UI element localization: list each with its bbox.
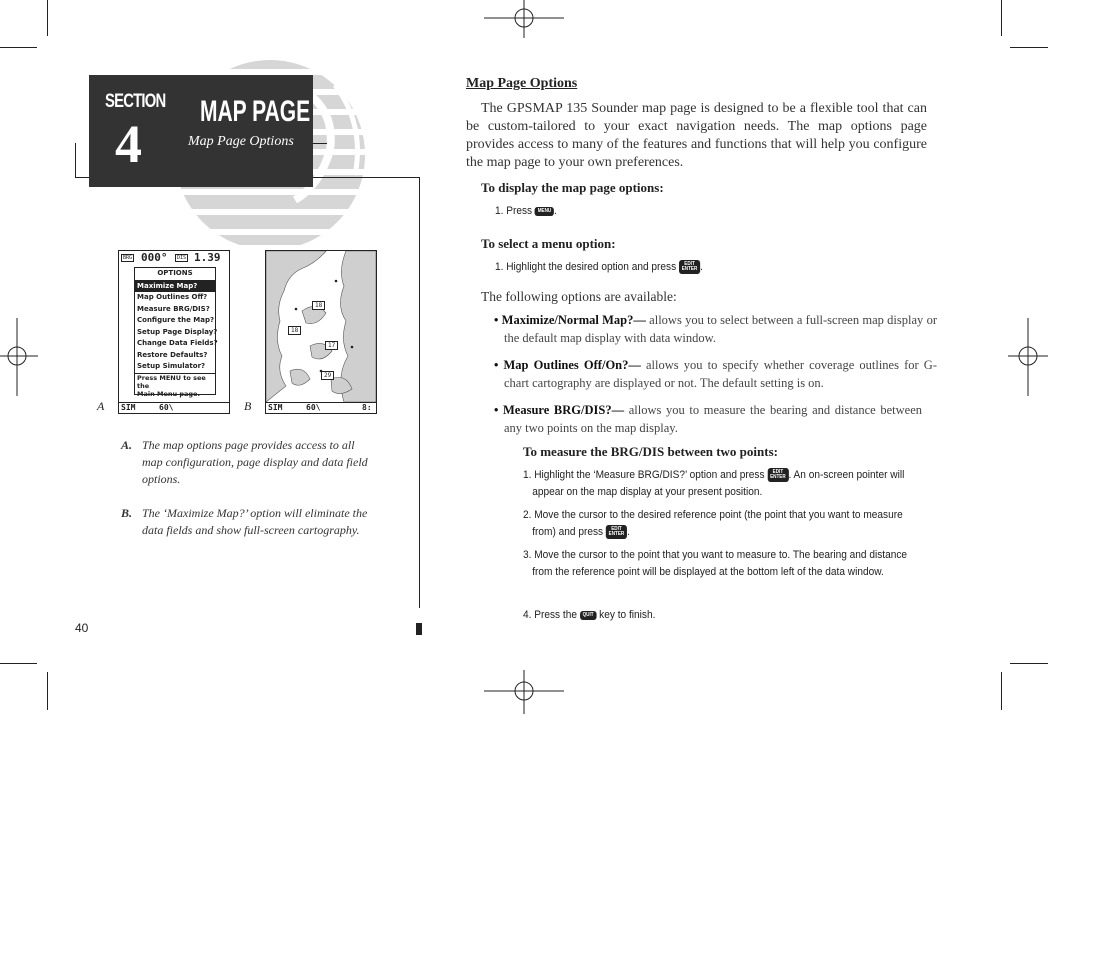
- crop-mark: [47, 0, 48, 36]
- measure-step-4-text: 4. Press the: [523, 609, 578, 621]
- intro-paragraph: [466, 100, 927, 172]
- display-step: 1. Press MENU .: [495, 205, 557, 217]
- dis-value: 1.39: [194, 251, 221, 264]
- menu-footer-line1: Press MENU to see the: [137, 373, 206, 390]
- status-sim: SIM: [121, 403, 136, 412]
- measure-step-2-text: 2. Move the cursor to the desired reference point (the point that you want to measure from) and press: [523, 509, 903, 538]
- edit-enter-key-icon: EDIT ENTER: [767, 468, 788, 482]
- edit-enter-key-icon: EDIT ENTER: [606, 525, 627, 539]
- measure-step-4: [523, 607, 655, 624]
- brg-label: BRG: [123, 255, 133, 261]
- figure-label-b: B: [244, 399, 252, 413]
- screen-b-statusbar: [266, 402, 376, 414]
- bullet-map-outlines: [494, 356, 937, 392]
- bullet-maximize-map: [494, 311, 937, 347]
- page-number: 40: [75, 621, 89, 635]
- section-word: SECTION: [105, 91, 166, 112]
- figure-label-a: A: [97, 399, 105, 413]
- menu-item-setup-page-display[interactable]: Setup Page Display?: [137, 327, 218, 336]
- registration-mark-icon: [484, 0, 564, 40]
- bullet-measure-title: • Measure BRG/DIS?—: [494, 403, 625, 417]
- bullet-maximize-title: • Maximize/Normal Map?—: [494, 313, 646, 327]
- page-subtitle: Map Page Options: [188, 134, 294, 149]
- select-heading: To select a menu option:: [481, 236, 616, 251]
- map-marker: 18: [288, 326, 301, 335]
- caption-a-text: The map options page provides access to all map configuration, page display and data field options.: [142, 438, 368, 486]
- caption-b: [121, 505, 374, 539]
- caption-b-label: B.: [121, 506, 133, 520]
- measure-step-2: 2. Move the cursor to the desired reference point (the point that you want to measure from) and press EDIT ENTER .: [523, 509, 903, 538]
- crop-mark: [1001, 0, 1002, 36]
- registration-mark-icon: [0, 318, 40, 398]
- menu-item-measure-brg-dis[interactable]: Measure BRG/DIS?: [137, 304, 210, 313]
- measure-step-3: [523, 547, 914, 581]
- menu-item-setup-simulator[interactable]: Setup Simulator?: [137, 362, 206, 370]
- screen-b: [265, 250, 377, 414]
- menu-item-restore-defaults[interactable]: Restore Defaults?: [137, 350, 208, 359]
- crop-mark: [1001, 672, 1002, 710]
- registration-mark-icon: [1008, 318, 1048, 398]
- select-step-text: 1. Highlight the desired option and press: [495, 261, 677, 273]
- menu-item-change-data-fields[interactable]: Change Data Fields?: [137, 339, 218, 347]
- menu-item-map-outlines[interactable]: Map Outlines Off?: [137, 293, 208, 301]
- measure-step-1: [523, 467, 914, 501]
- crop-mark: [0, 47, 37, 48]
- measure-heading: To measure the BRG/DIS between two points:: [523, 444, 778, 459]
- edit-enter-key-icon: EDIT ENTER: [679, 260, 700, 274]
- measure-step-1-text: 1. Highlight the ‘Measure BRG/DIS?’ option and press: [523, 469, 765, 481]
- available-text: The following options are available:: [481, 289, 677, 304]
- bullet-maximize-text: allows you to select between a full-screen map display or the default map display with data window.: [504, 313, 937, 345]
- options-menu-title: OPTIONS: [135, 268, 215, 281]
- crop-mark: [47, 672, 48, 710]
- frame-line: [419, 177, 420, 608]
- screen-a-statusbar: [119, 402, 229, 414]
- menu-footer-line2: Main Menu page.: [137, 389, 200, 398]
- status-sim: SIM: [268, 403, 283, 412]
- menu-item-maximize-map[interactable]: Maximize Map?: [135, 281, 215, 293]
- section-header: [89, 75, 313, 187]
- bullet-measure-text: allows you to measure the bearing and distance between any two points on the map display.: [504, 403, 922, 435]
- screen-a: [118, 250, 230, 414]
- registration-mark-icon: [484, 670, 564, 714]
- select-step: 1. Highlight the desired option and press EDIT ENTER .: [495, 261, 703, 273]
- status-zoom: 60\: [159, 403, 174, 412]
- menu-key-icon: MENU: [535, 207, 554, 216]
- content-heading: [466, 74, 577, 92]
- frame-tab: [416, 623, 422, 635]
- crop-mark: [1010, 663, 1048, 664]
- status-time: 8:: [362, 403, 372, 412]
- menu-item-configure-map[interactable]: Configure the Map?: [137, 316, 215, 324]
- crop-mark: [1010, 47, 1048, 48]
- page-title: MAP PAGE: [200, 95, 311, 128]
- bullet-measure-brg-dis: [494, 401, 922, 437]
- bullet-outlines-text: allows you to specify whether coverage outlines for G-chart cartography are displayed or not. The default setting is on.: [504, 358, 937, 390]
- brg-value: 000°: [141, 251, 168, 264]
- map-marker: 29: [321, 371, 334, 380]
- section-heading: Map Page Options: [466, 76, 578, 91]
- menu-footer: [135, 373, 215, 398]
- measure-step-1-text-end: . An on-screen pointer will appear on the map display at your present position.: [532, 469, 905, 498]
- options-menu: [134, 267, 218, 398]
- caption-a: [121, 437, 374, 488]
- frame-line: [313, 143, 327, 144]
- caption-b-text: The ‘Maximize Map?’ option will eliminate the data fields and show full-screen cartography.: [142, 506, 368, 537]
- bullet-outlines-title: • Map Outlines Off/On?—: [494, 358, 641, 372]
- crop-mark: [0, 663, 37, 664]
- quit-key-icon: QUIT: [580, 611, 597, 620]
- section-number: 4: [115, 114, 142, 174]
- status-zoom: 60\: [306, 403, 321, 412]
- intro-text: The GPSMAP 135 Sounder map page is designed to be a flexible tool that can be custom-tailored to your exact navigation needs. The map options page provides access to many of the features and functions that will help you configure the map page to your own preferences.: [466, 101, 927, 170]
- display-step-text: 1. Press: [495, 205, 533, 217]
- map-marker: 17: [325, 341, 338, 350]
- frame-line: [75, 143, 76, 178]
- measure-step-4-text-end: key to finish.: [599, 609, 656, 621]
- display-heading: To display the map page options:: [481, 180, 664, 195]
- measure-step-3-text: 3. Move the cursor to the point that you want to measure to. The bearing and distance from the reference point will be displayed at the bottom left of the data window.: [523, 549, 908, 578]
- caption-a-label: A.: [121, 438, 133, 452]
- screen-a-topbar: [119, 251, 229, 265]
- map-marker: 18: [312, 301, 325, 310]
- dis-label: DIS: [177, 255, 187, 261]
